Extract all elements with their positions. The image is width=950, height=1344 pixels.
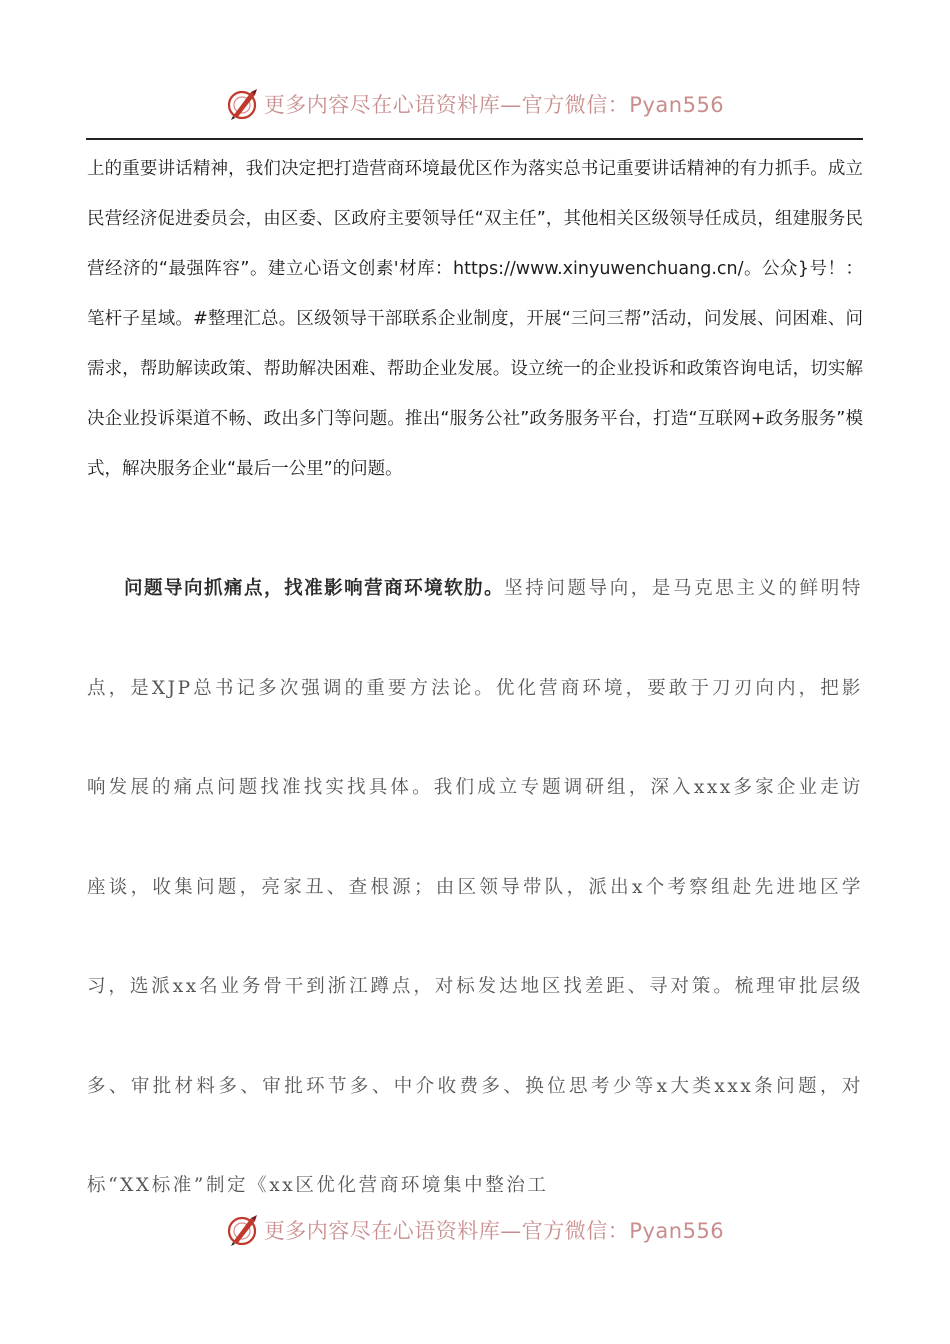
body-paragraph-2: [87, 539, 863, 1236]
header-banner: [0, 82, 950, 126]
paragraph-2-body: 坚持问题导向，是马克思主义的鲜明特点，是XJP总书记多次强调的重要方法论。优化营商环境，要敢于刀刃向内，把影响发展的痛点问题找准找实找具体。我们成立专题调研组，深入xxx多家企业走访座谈，收集问题，亮家丑、查根源；由区领导带队，派出x个考察组赴先进地区学习，选派xx名业务骨干到浙江蹲点，对标发达地区找差距、寻对策。梳理审批层级多、审批材料多、审批环节多、中介收费多、换位思考少等x大类xxx条问题，对标“XX标准”制定《xx区优化营商环境集中整治工: [87, 578, 863, 1196]
footer-banner-text: 更多内容尽在心语资料库—官方微信：Pyan556: [263, 1219, 725, 1243]
paragraph-2-lead-heading: 问题导向抓痛点，找准影响营商环境软肋。: [124, 578, 505, 599]
header-banner-text: 更多内容尽在心语资料库—官方微信：Pyan556: [263, 93, 725, 117]
header-divider: [86, 138, 863, 140]
body-paragraph-1: 上的重要讲话精神，我们决定把打造营商环境最优区作为落实总书记重要讲话精神的有力抓手。成立民营经济促进委员会，由区委、区政府主要领导任“双主任”，其他相关区级领导任成员，组建服务民营经济的“最强阵容”。建立心语文创素'材库：https://www.xinyuwenchuang.cn/。公众}号！：笔杆子星域。#整理汇总。区级领导干部联系企业制度，开展“三问三帮”活动，问发展、问困难、问需求，帮助解读政策、帮助解决困难、帮助企业发展。设立统一的企业投诉和政策咨询电话，切实解决企业投诉渠道不畅、政出多门等问题。推出“服务公社”政务服务平台，打造“互联网+政务服务”模式，解决服务企业“最后一公里”的问题。: [87, 159, 863, 479]
quill-logo-icon: [226, 87, 260, 121]
quill-logo-icon: [226, 1213, 260, 1247]
footer-banner: [0, 1208, 950, 1252]
